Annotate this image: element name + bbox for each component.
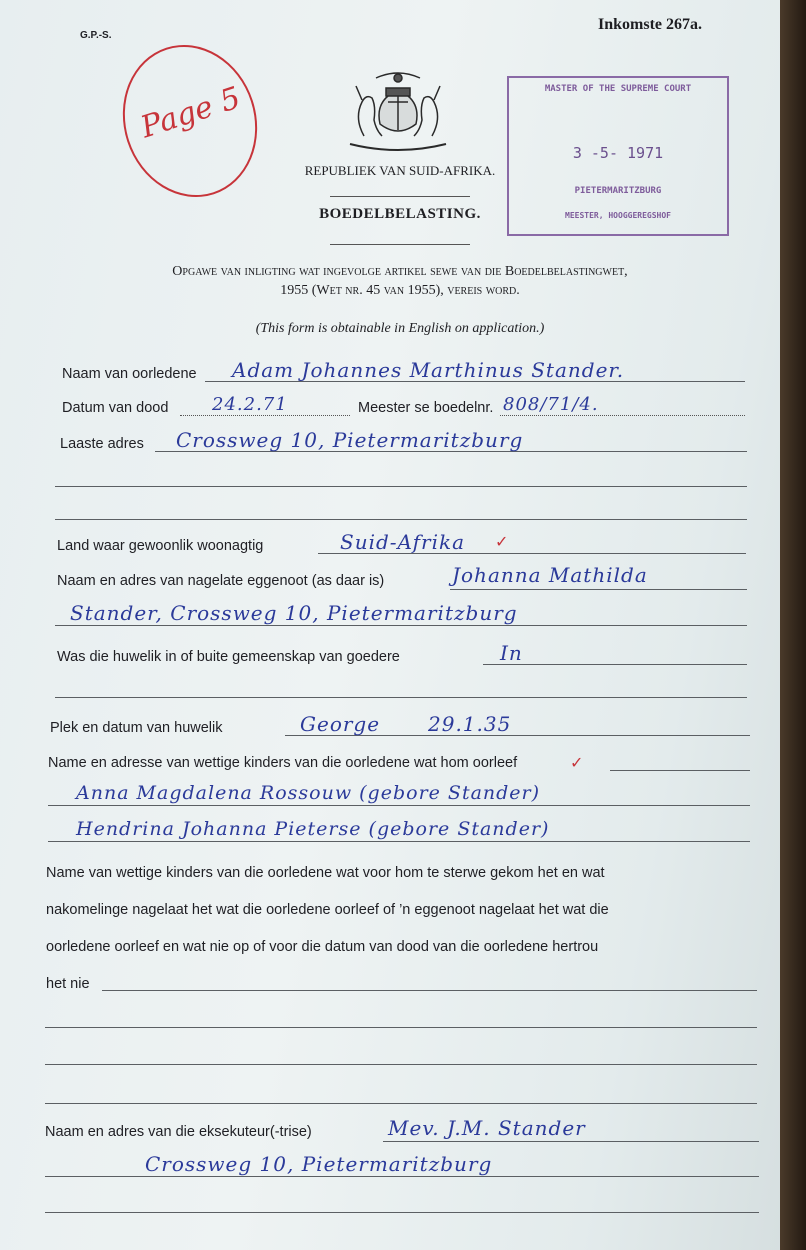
residence-country-label: Land waar gewoonlik woonagtig (57, 538, 264, 554)
check-mark-icon: ✓ (495, 532, 509, 551)
children-label: Name en adresse van wettige kinders van die oorledene wat hom oorleef (48, 755, 518, 771)
date-of-death-line (180, 415, 350, 416)
stamp-office: MASTER OF THE SUPREME COURT (544, 84, 692, 94)
estate-number-label: Meester se boedelnr. (358, 400, 494, 416)
child-2-value[interactable]: Hendrina Johanna Pieterse (gebore Stander) (76, 818, 550, 840)
stamp-office-afrikaans: MEESTER, HOOGGEREGSHOF (565, 211, 671, 220)
executor-label: Naam en adres van die eksekuteur(-trise) (45, 1124, 312, 1140)
spouse-label: Naam en adres van nagelate eggenoot (as daar is) (57, 573, 385, 589)
predeceased-line-1: Name van wettige kinders van die oorledene wat voor hom te sterwe gekom het en wat (46, 865, 605, 881)
page-annotation (103, 27, 276, 214)
printer-code: G.P.-S. (80, 30, 112, 41)
predeceased-line-3: oorledene oorleef en wat nie op of voor die datum van dood van die oorledene hertrou (46, 939, 599, 955)
residence-country-value[interactable]: Suid-Afrika (340, 530, 466, 554)
predeceased-children-text (46, 855, 766, 1003)
page-note-text: Page 5 (136, 80, 245, 146)
blank-line (45, 1212, 759, 1213)
stamp-date: 3 -5- 1971 (572, 144, 664, 162)
executor-line-2 (45, 1176, 759, 1177)
spouse-line (450, 589, 747, 590)
executor-value-line-1[interactable]: Mev. J.M. Stander (388, 1116, 586, 1140)
english-availability-note: (This form is obtainable in English on application.) (255, 321, 545, 336)
child-1-value[interactable]: Anna Magdalena Rossouw (gebore Stander) (76, 782, 541, 804)
blank-line (45, 1027, 757, 1028)
date-of-death-value[interactable]: 24.2.71 (212, 394, 288, 415)
stamp-city: PIETERMARITZBURG (574, 186, 662, 196)
blank-line (55, 519, 747, 520)
predeceased-line (102, 990, 757, 991)
marriage-date-value[interactable]: 29.1.35 (428, 712, 512, 736)
divider (330, 244, 470, 245)
community-label: Was die huwelik in of buite gemeenskap van goedere (57, 649, 400, 665)
spouse-line-2 (55, 625, 747, 626)
estate-number-line (500, 415, 745, 416)
community-value[interactable]: In (500, 641, 523, 665)
last-address-label: Laaste adres (60, 436, 144, 452)
marriage-place-value[interactable]: George (300, 712, 381, 736)
court-stamp (507, 76, 729, 236)
subtitle-line-1: Opgawe van inligting wat ingevolge artikel sewe van die Boedelbelastingwet, (172, 264, 628, 279)
subtitle-line-2: 1955 (Wet nr. 45 van 1955), vereis word. (280, 283, 520, 298)
marriage-label: Plek en datum van huwelik (50, 720, 223, 736)
check-mark-icon: ✓ (570, 753, 584, 772)
form-reference: Inkomste 267a. (598, 16, 703, 33)
last-address-value[interactable]: Crossweg 10, Pietermaritzburg (176, 428, 524, 452)
children-line (610, 770, 750, 771)
background-edge (780, 0, 806, 1250)
spouse-value-line-1[interactable]: Johanna Mathilda (452, 563, 648, 587)
republic-heading: REPUBLIEK VAN SUID-AFRIKA. (304, 163, 496, 178)
predeceased-line-4: het nie (46, 976, 90, 992)
child-2-line (48, 841, 750, 842)
blank-line (45, 1064, 757, 1065)
blank-line (55, 697, 747, 698)
spouse-value-line-2[interactable]: Stander, Crossweg 10, Pietermaritzburg (70, 601, 518, 625)
predeceased-line-2: nakomelinge nagelaat het wat die oorledene oorleef of ’n eggenoot nagelaat het wat die (46, 902, 609, 918)
date-of-death-label: Datum van dood (62, 400, 169, 416)
child-1-line (48, 805, 750, 806)
divider (330, 196, 470, 197)
coat-of-arms-icon (336, 66, 460, 158)
deceased-name-label: Naam van oorledene (62, 366, 197, 382)
blank-line (45, 1103, 757, 1104)
form-subtitle (55, 262, 745, 300)
deceased-name-value[interactable]: Adam Johannes Marthinus Stander. (232, 358, 625, 382)
blank-line (55, 486, 747, 487)
form-title: BOEDELBELASTING. (319, 206, 481, 222)
executor-value-line-2[interactable]: Crossweg 10, Pietermaritzburg (145, 1152, 493, 1176)
estate-number-value[interactable]: 808/71/4. (503, 394, 599, 415)
executor-line (383, 1141, 759, 1142)
